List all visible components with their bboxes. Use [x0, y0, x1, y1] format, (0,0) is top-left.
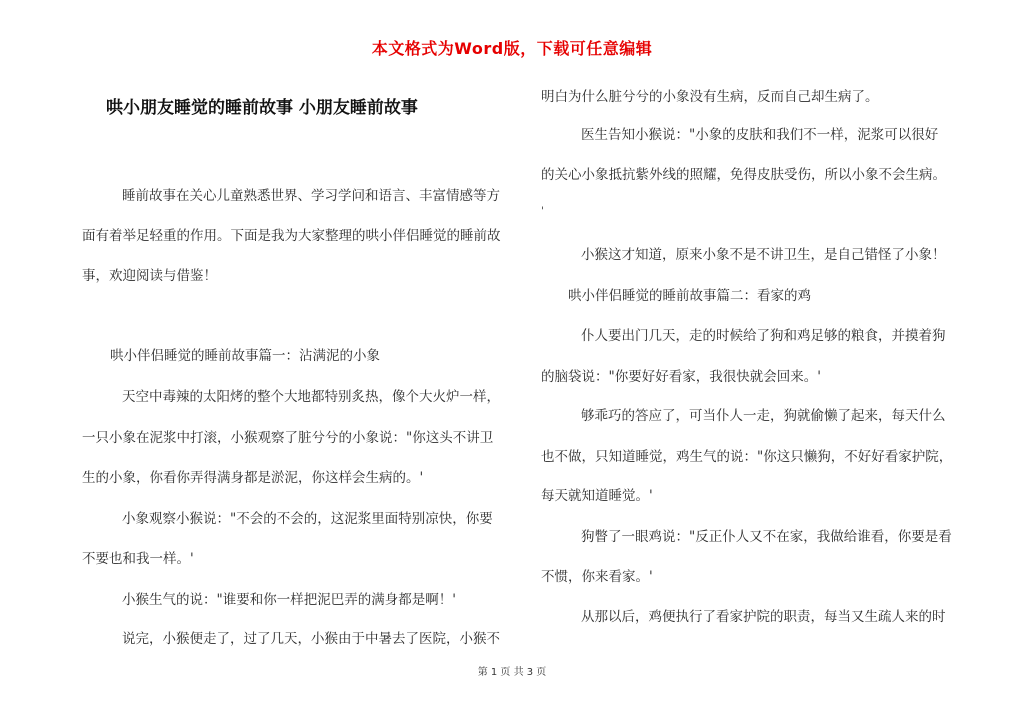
- right-line-14: 从那以后，鸡便执行了看家护院的职责，每当又生疏人来的时: [581, 609, 946, 625]
- right-line-1: 明白为什么脏兮兮的小象没有生病，反而自己却生病了。: [541, 89, 879, 105]
- left-line-6: 一只小象在泥浆中打滚，小猴观察了脏兮兮的小象说："你这头不讲卫: [82, 430, 494, 446]
- right-line-9: 够乖巧的答应了，可当仆人一走，狗就偷懒了起来，每天什么: [581, 408, 946, 424]
- right-line-12: 狗瞥了一眼鸡说："反正仆人又不在家，我做给谁看，你要是看: [581, 529, 952, 545]
- right-line-8: 的脑袋说："你要好好看家，我很快就会回来。': [541, 369, 821, 385]
- right-line-4: ': [541, 206, 544, 217]
- left-line-2: 面有着举足轻重的作用。下面是我为大家整理的哄小伴侣睡觉的睡前故: [82, 228, 501, 244]
- left-line-11: 说完，小猴便走了，过了几天，小猴由于中暑去了医院，小猴不: [122, 631, 500, 647]
- right-line-3: 的关心小象抵抗紫外线的照耀，免得皮肤受伤，所以小象不会生病。: [541, 167, 946, 183]
- document-banner: 本文格式为Word版，下载可任意编辑: [371, 39, 653, 58]
- left-line-1: 睡前故事在关心儿童熟悉世界、学习学问和语言、丰富情感等方: [122, 188, 500, 204]
- document-title: 哄小朋友睡觉的睡前故事 小朋友睡前故事: [106, 98, 418, 118]
- left-line-10: 小猴生气的说："谁要和你一样把泥巴弄的满身都是啊！': [122, 592, 456, 608]
- left-section-heading: 哄小伴侣睡觉的睡前故事篇一：沾满泥的小象: [110, 348, 380, 364]
- left-line-3: 事，欢迎阅读与借鉴！: [82, 268, 217, 284]
- right-line-2: 医生告知小猴说："小象的皮肤和我们不一样，泥浆可以很好: [581, 127, 939, 143]
- left-line-5: 天空中毒辣的太阳烤的整个大地都特别炙热，像个大火炉一样，: [122, 389, 500, 405]
- left-line-7: 生的小象，你看你弄得满身都是淤泥，你这样会生病的。': [82, 470, 424, 486]
- left-line-8: 小象观察小猴说："不会的不会的，这泥浆里面特别凉快，你要: [122, 511, 493, 527]
- right-line-11: 每天就知道睡觉。': [541, 488, 653, 504]
- right-section-heading: 哄小伴侣睡觉的睡前故事篇二：看家的鸡: [568, 288, 811, 304]
- page-number: 第 1 页 共 3 页: [477, 667, 547, 678]
- right-line-5: 小猴这才知道，原来小象不是不讲卫生，是自己错怪了小象！: [581, 247, 946, 263]
- right-line-13: 不惯，你来看家。': [541, 569, 653, 585]
- right-line-10: 也不做，只知道睡觉，鸡生气的说："你这只懒狗，不好好看家护院，: [541, 449, 953, 465]
- left-line-9: 不要也和我一样。': [82, 551, 194, 567]
- right-line-7: 仆人要出门几天，走的时候给了狗和鸡足够的粮食，并摸着狗: [581, 328, 946, 344]
